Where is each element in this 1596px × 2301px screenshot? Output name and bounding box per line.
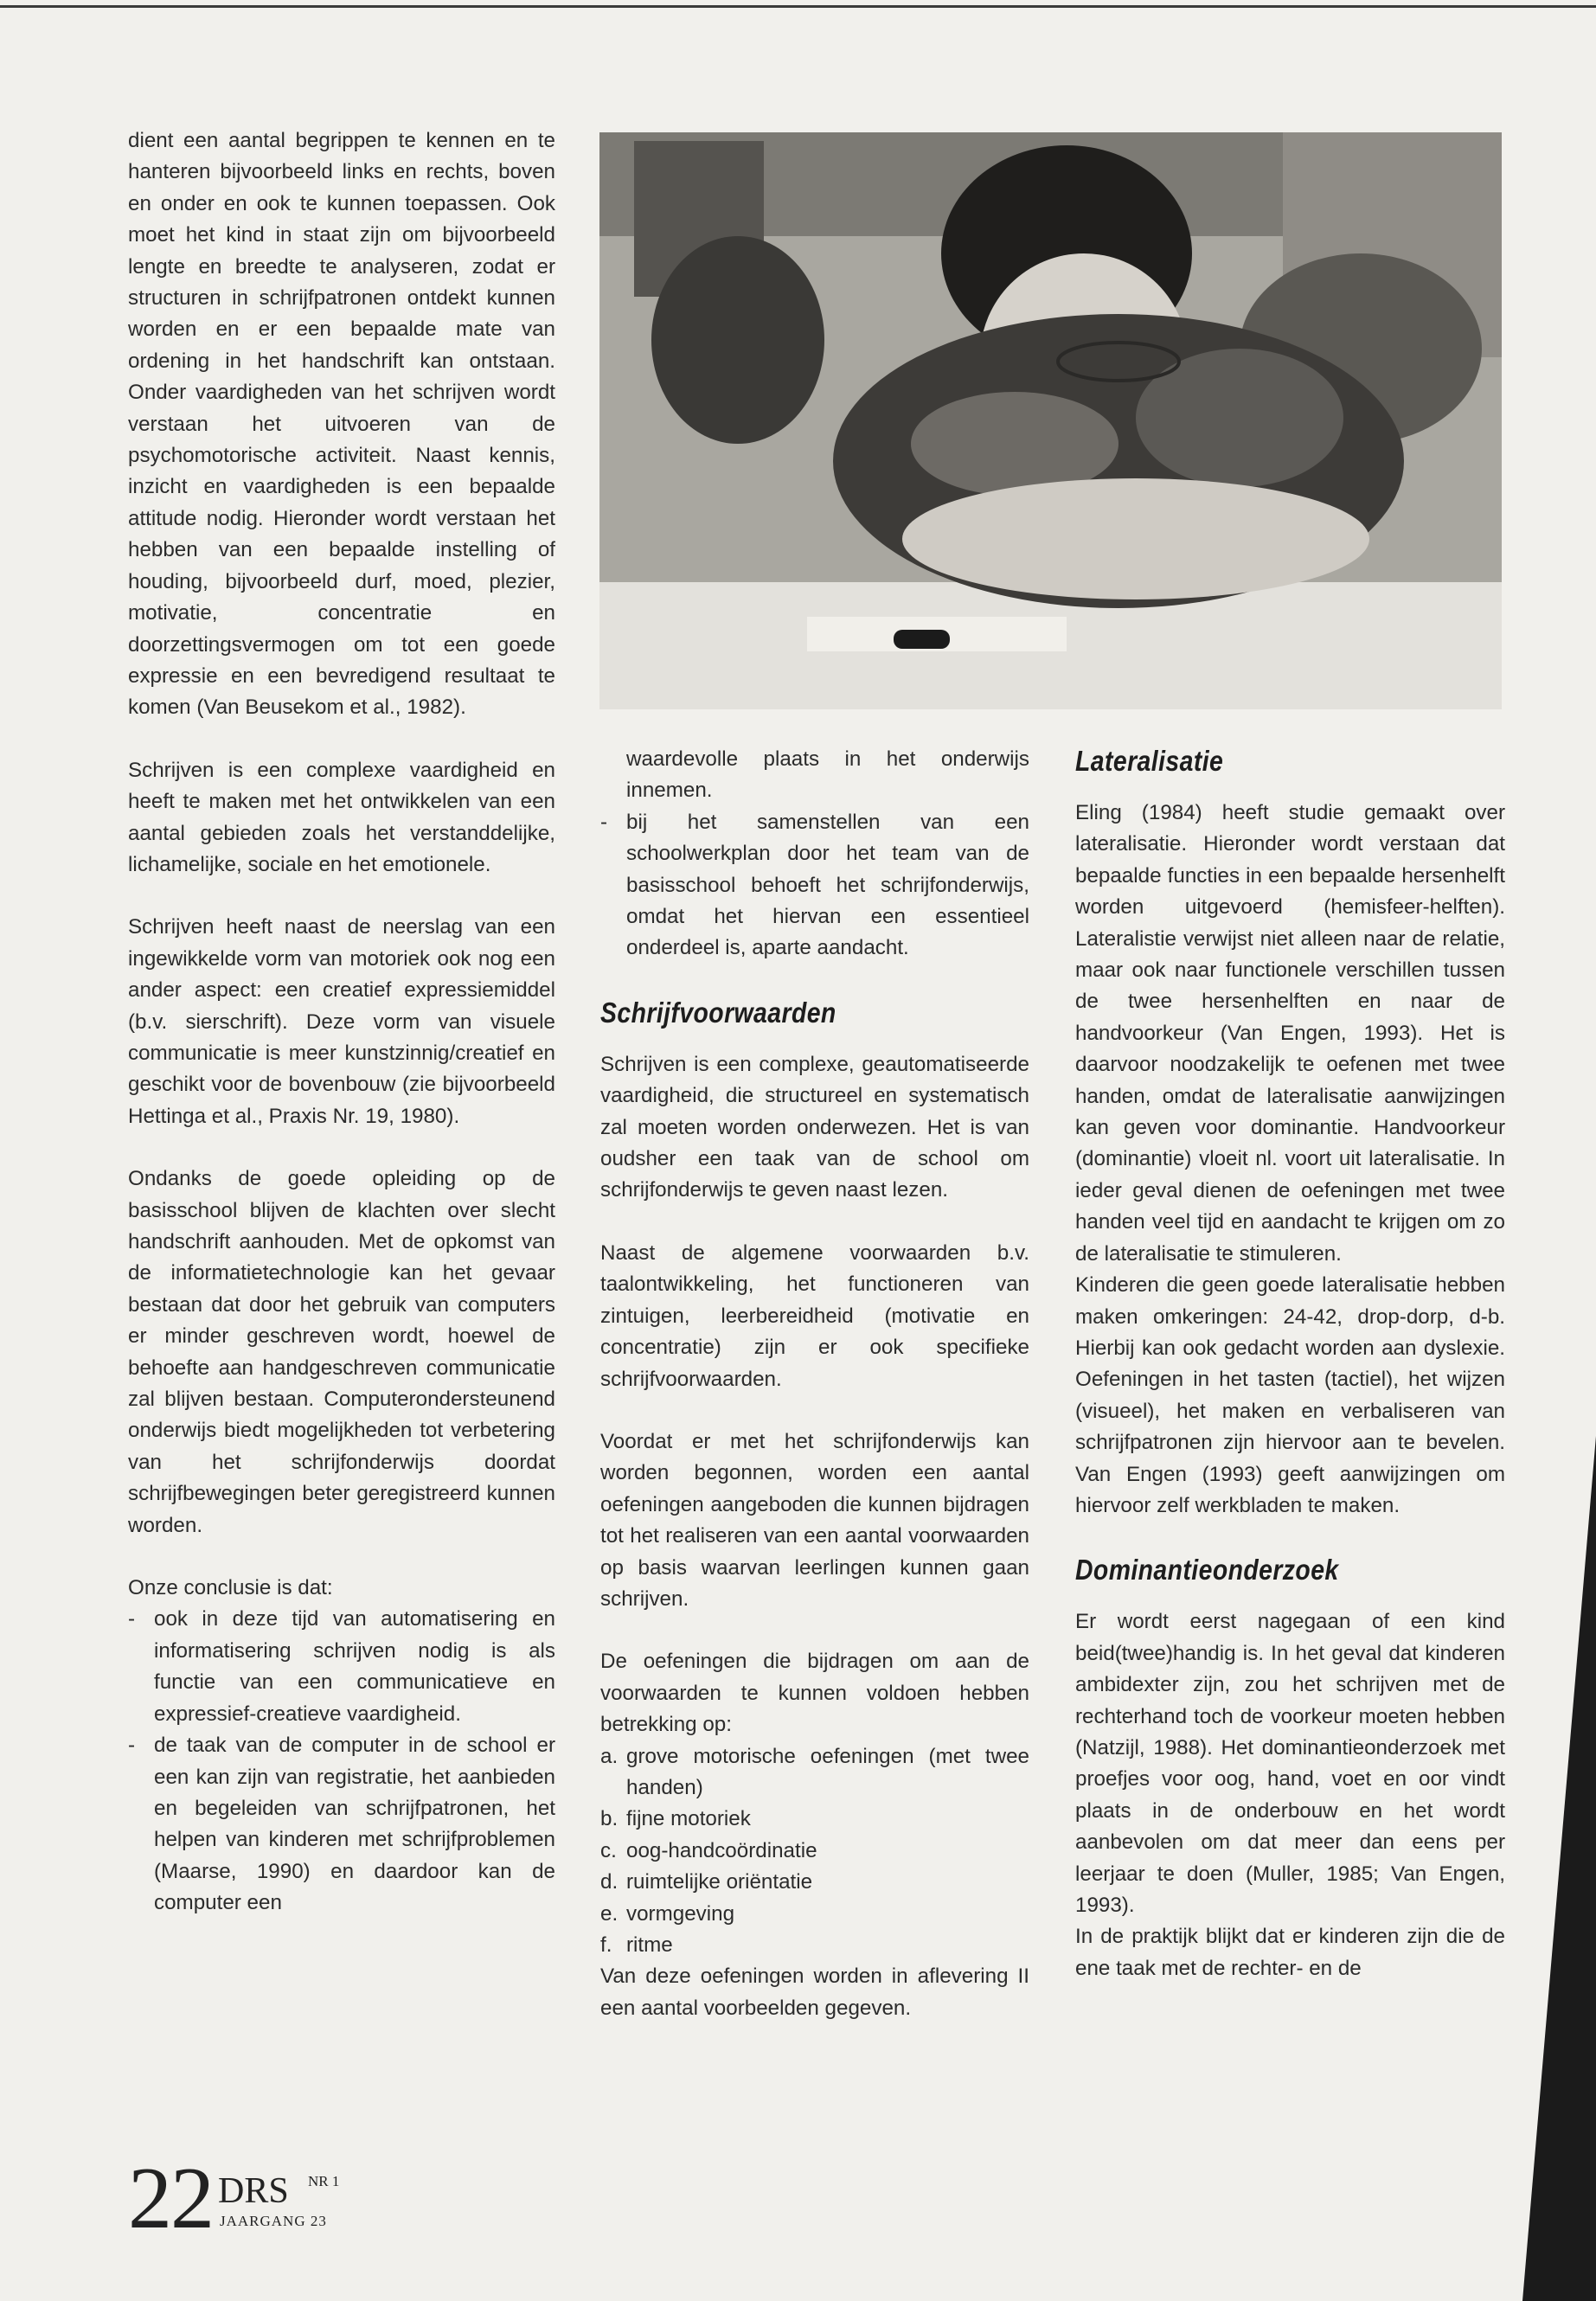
paragraph: Naast de algemene voorwaarden b.v. taalontwikkeling, het functioneren van zintuigen, leerbereidheid (motivatie en concentratie) zijn er ook specifieke schrijfvoorwaarden.	[600, 1240, 1029, 1391]
conclusion-list	[128, 1604, 555, 1919]
section-heading: Schrijfvoorwaarden	[600, 996, 836, 1029]
list-marker: c.	[600, 1838, 617, 1862]
paragraph: Van deze oefeningen worden in aflevering II een aantal voorbeelden gegeven.	[600, 1965, 1029, 2020]
exercise-list	[600, 1741, 1029, 1962]
issue-number: NR 1	[308, 2173, 340, 2189]
list-text: grove motorische oefeningen (met twee handen)	[626, 1744, 1029, 1799]
section-heading: Dominantieonderzoek	[1075, 1554, 1339, 1586]
column-middle	[600, 744, 1029, 2055]
list-text: vormgeving	[626, 1901, 735, 1926]
list-item-continuation: waardevolle plaats in het onderwijs innemen.	[626, 747, 1029, 803]
list-marker: d.	[600, 1870, 619, 1894]
list-marker: b.	[600, 1807, 619, 1831]
section-heading: Lateralisatie	[1075, 745, 1224, 777]
paragraph: In de praktijk blijkt dat er kinderen zijn die de ene taak met de rechter- en de	[1075, 1925, 1505, 1980]
column-left	[128, 125, 555, 1920]
paragraph: De oefeningen die bijdragen om aan de voorwaarden te kunnen voldoen hebben betrekking op:	[600, 1650, 1029, 1737]
classroom-photo	[599, 132, 1502, 709]
magazine-title: DRS	[218, 2171, 289, 2211]
paragraph: Schrijven heeft naast de neerslag van een ingewikkelde vorm van motoriek ook nog een ander aspect: een creatief expressiemiddel (b.v. sierschrift). Deze vorm van visuele communicatie is meer kunstzinnig/creatief en geschikt voor de bovenbouw (zie bijvoorbeeld Hettinga et al., Praxis Nr. 19, 1980).	[128, 915, 555, 1128]
paragraph: Schrijven is een complexe vaardigheid en heeft te maken met het ontwikkelen van een aantal gebieden zoals het verstanddelijke, lichamelijke, sociale en het emotionele.	[128, 758, 555, 876]
conclusion-list-continued	[600, 807, 1029, 965]
list-item	[600, 1836, 1029, 1867]
paragraph: Er wordt eerst nagegaan of een kind beid(twee)handig is. In het geval dat kinderen ambidexter zijn, zou het schrijven met de rechterhand toch de voorkeur moeten hebben (Natzijl, 1988). Het dominantieonderzoek met proefjes voor oog, hand, voet en oor vindt plaats in de onderbouw en het wordt aanbevolen om dat meer dan eens per leerjaar te doen (Muller, 1985; Van Engen, 1993).	[1075, 1610, 1505, 1917]
list-item	[600, 1867, 1029, 1898]
list-item	[600, 1899, 1029, 1930]
volume-label: JAARGANG 23	[220, 2213, 327, 2229]
list-item	[600, 1930, 1029, 1961]
list-marker: e.	[600, 1901, 619, 1926]
conclusion-intro: Onze conclusie is dat:	[128, 1576, 333, 1600]
list-text: ruimtelijke oriëntatie	[626, 1870, 813, 1894]
paragraph: Kinderen die geen goede lateralisatie hebben maken omkeringen: 24-42, drop-dorp, d-b. Hierbij kan ook gedacht worden aan dyslexie. Oefeningen in het tasten (tactiel), het wijzen (visueel), het maken en verbaliseren van schrijfpatronen zijn hiervoor aan te bevelen. Van Engen (1993) geeft aanwijzingen om hiervoor zelf werkbladen te maken.	[1075, 1273, 1505, 1517]
paragraph: Ondanks de goede opleiding op de basisschool blijven de klachten over slecht handschrift aanhouden. Met de opkomst van de informatietechnologie kan het gevaar bestaan dat door het gebruik van computers er minder geschreven wordt, hoewel de behoefte aan handgeschreven communicatie zal blijven bestaan. Computerondersteunend onderwijs biedt mogelijkheden tot verbetering van het schrijfonderwijs doordat schrijfbewegingen beter geregistreerd kunnen worden.	[128, 1167, 555, 1537]
list-item: - ook in deze tijd van automatisering en informatisering schrijven nodig is als functie van een communicatieve en expressief-creatieve vaardigheid.	[128, 1604, 555, 1730]
list-marker: f.	[600, 1933, 612, 1957]
column-right	[1075, 744, 1505, 2016]
paragraph: Schrijven is een complexe, geautomatiseerde vaardigheid, die structureel en systematisch zal moeten worden onderwezen. Het is van oudsher een taak van de school om schrijfonderwijs te geven naast lezen.	[600, 1052, 1029, 1202]
page-corner-shadow	[1522, 1436, 1596, 2301]
list-text: oog-handcoördinatie	[626, 1838, 817, 1862]
list-item: - bij het samenstellen van een schoolwerkplan door het team van de basisschool behoeft het schrijfonderwijs, omdat het hiervan een essentieel onderdeel is, aparte aandacht.	[600, 807, 1029, 965]
paragraph: Voordat er met het schrijfonderwijs kan worden begonnen, worden een aantal oefeningen aangeboden die kunnen bijdragen tot het realiseren van een aantal voorwaarden op basis waarvan leerlingen kunnen gaan schrijven.	[600, 1429, 1029, 1611]
list-item	[600, 1741, 1029, 1804]
top-rule	[0, 5, 1596, 8]
list-item	[600, 1804, 1029, 1835]
list-text: fijne motoriek	[626, 1807, 751, 1831]
list-text: ritme	[626, 1933, 673, 1957]
list-item: - de taak van de computer in de school er een kan zijn van registratie, het aanbieden en begeleiden van schrijfpatronen, het helpen van kinderen met schrijfproblemen (Maarse, 1990) en daardoor kan de computer een	[128, 1730, 555, 1919]
page-number: 22	[128, 2150, 213, 2247]
paragraph: Eling (1984) heeft studie gemaakt over lateralisatie. Hieronder wordt verstaan dat bepaalde functies in een bepaalde hersenhelft worden uitgevoerd (hemisfeer-helften). Lateralistie verwijst niet alleen naar de relatie, maar ook naar functionele verschillen tussen de twee hersenhelften en naar de handvoorkeur (Van Engen, 1993). Het is daarvoor noodzakelijk te oefenen met twee handen, omdat de lateralisatie aanwijzingen kan geven voor dominantie. Handvoorkeur (dominantie) vloeit nl. voort uit lateralisatie. In ieder geval dienen de oefeningen met twee handen veel tijd en aandacht te krijgen om zo de lateralisatie te stimuleren.	[1075, 801, 1505, 1266]
paragraph: dient een aantal begrippen te kennen en te hanteren bijvoorbeeld links en rechts, boven en onder en ook te kunnen toepassen. Ook moet het kind in staat zijn om bijvoorbeeld lengte en breedte te analyseren, zodat er structuren in schrijfpatronen ontdekt kunnen worden en er een bepaalde mate van ordening in het handschrift kan ontstaan. Onder vaardigheden van het schrijven wordt verstaan het uitvoeren van de psychomotorische activiteit. Naast kennis, inzicht en vaardigheden is een bepaalde attitude nodig. Hieronder wordt verstaan het hebben van een bepaalde instelling of houding, bijvoorbeeld durf, moed, plezier, motivatie, concentratie en doorzettingsvermogen om tot een goede expressie en een bevredigend resultaat te komen (Van Beusekom et al., 1982).	[128, 129, 555, 720]
list-marker: a.	[600, 1744, 619, 1768]
